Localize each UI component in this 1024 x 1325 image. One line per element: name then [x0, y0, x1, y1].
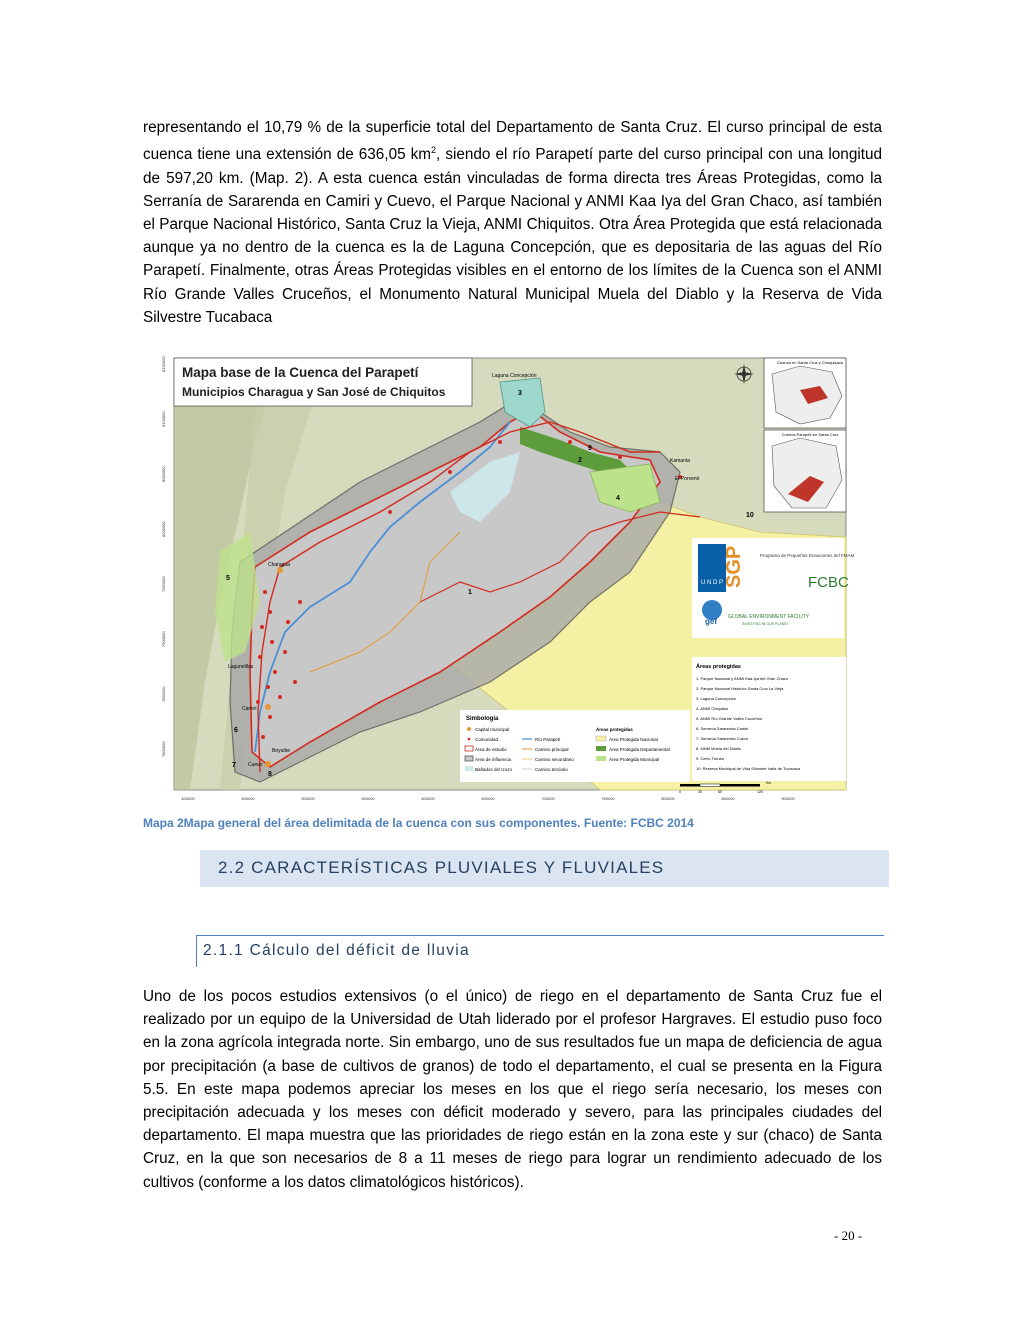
x-tick: 450000	[241, 796, 255, 801]
x-tick: 550000	[361, 796, 375, 801]
place-label: Kamanta	[670, 458, 691, 464]
legend-col3-title: Áreas protegidas	[596, 727, 633, 732]
protected-area-item: 2. Parque Nacional Histórico Santa Cruz La Vieja	[696, 686, 784, 691]
figure-caption: Mapa 2Mapa general del área delimitada de la cuenca con sus componentes. Fuente: FCBC 2014	[143, 816, 694, 830]
legend-item: Camino secundario	[535, 757, 574, 762]
protected-area-item: 6. Serranía Sararenda Camiri	[696, 726, 749, 731]
inset-bottom-label: Cuenca Parapetí en Santa Cruz	[781, 432, 839, 437]
y-tick: 7850000	[161, 686, 166, 702]
gef-title: GLOBAL ENVIRONMENT FACILITY	[728, 614, 810, 620]
legend-item: Área Protegida Municipal	[609, 757, 660, 762]
gef-subtitle: INVESTING IN OUR PLANET	[742, 622, 789, 626]
legend-item: Área de estudio	[475, 747, 507, 752]
legend-item: Área de influencia	[475, 757, 512, 762]
legend-item: Área Protegida Nacional	[609, 737, 658, 742]
body-paragraph: Uno de los pocos estudios extensivos (o el único) de riego en el departamento de Santa Cruz fue el realizado por un equipo de la Universidad de Utah liderado por el profesor Hargraves. El estudio puso foco en la zona agrícola integrada norte. Sin embargo, uno de sus resultados fue un mapa de deficiencia de agua por precipitación (a base de cultivos de granos) de todo el departamento, el cual se presenta en la Figura 5.5. En este mapa podemos apreciar los meses en los que el riego sería necesario, los meses con precipitación adecuada y los meses con déficit moderado y severo, para las principales ciudades del departamento. El mapa muestra que las prioridades de riego están en la zona este y sur (chaco) de Santa Cruz, en la que son necesarios de 8 a 11 meses de riego para lograr un rendimiento adecuado de los cultivos (conforme a los datos climatológicos históricos).	[143, 988, 882, 1191]
subsection-rule	[196, 935, 884, 936]
subsection-heading: 2.1.1 Cálculo del déficit de lluvia	[203, 942, 470, 959]
area-number: 1	[468, 589, 472, 596]
y-tick: 8050000	[161, 466, 166, 482]
protected-area-item: 4. ANMI Chiquitos	[696, 706, 729, 711]
protected-area-item: 3. Laguna Concepción	[696, 696, 737, 701]
legend-item: Camino terciario	[535, 767, 568, 772]
x-tick: 400000	[181, 796, 195, 801]
legend-item: Área Protegida Departamental	[609, 747, 670, 752]
scale-label: 30	[698, 790, 702, 794]
x-tick: 750000	[601, 796, 615, 801]
area-number: 9	[588, 445, 592, 452]
area-number: 8	[268, 771, 272, 778]
x-tick: 600000	[421, 796, 435, 801]
protected-area-item: 7. Serranía Sararenda Cuevo	[696, 736, 749, 741]
x-tick: 900000	[781, 796, 795, 801]
scale-unit: Km	[766, 781, 772, 785]
legend-title: Simbología	[466, 716, 499, 722]
protected-area-item: 1. Parque Nacional y ANMI Kaa-Iya del Gran Chaco	[696, 676, 789, 681]
sgp-logo: SGP	[723, 545, 745, 588]
protected-area-item: 10. Reserva Municipal de Vida Silvestre Valle de Tucavaca	[696, 766, 801, 771]
protected-area-item: 8. MNM Muela del Diablo	[696, 746, 741, 751]
scale-label: 60	[718, 790, 722, 794]
paragraph-text-part1: representando el 10,79 % de la superficie total del Departamento de Santa Cruz. El curso principal de esta cuenca tiene una extensión de 636,05 km	[143, 119, 882, 164]
paragraph-text-part2: , siendo el río Parapetí parte del curso principal con una longitud de 597,20 km. (Map. 2). A esta cuenca están vinculadas de forma directa tres Áreas Protegidas, como la Serranía de Sararenda en Camiri y Cuevo, el Parque Nacional y ANMI Kaa Iya del Gran Chaco, así también el Parque Nacional Histórico, Santa Cruz la Vieja, ANMI Chiquitos. Otra Área Protegida que está relacionada aunque ya no dentro de la cuenca es la de Laguna Concepción, que es depositaria de las aguas del Río Parapetí. Finalmente, otras Áreas Protegidas visibles en el entorno de los límites de la Cuenca son el ANMI Río Grande Valles Cruceños, el Monumento Natural Municipal Muela del Diablo y la Reserva de Vida Silvestre Tucabaca	[143, 146, 882, 326]
x-tick: 700000	[541, 796, 555, 801]
legend-item: Río Parapetí	[535, 737, 561, 742]
map-title-line2: Municipios Charagua y San José de Chiquitos	[182, 385, 446, 399]
page-number: - 20 -	[834, 1228, 863, 1243]
scale-label: 0	[679, 790, 681, 794]
undp-logo-text: U N D P	[700, 580, 724, 586]
legend-item: Comunidad	[475, 737, 499, 742]
y-tick: 7800000	[161, 741, 166, 757]
place-label: Charagua	[268, 562, 290, 568]
x-tick: 650000	[481, 796, 495, 801]
place-label: El Porvenir	[675, 476, 700, 482]
area-number: 5	[226, 575, 230, 582]
x-tick: 850000	[721, 796, 735, 801]
section-heading-band	[200, 850, 889, 887]
area-number: 7	[232, 762, 236, 769]
protected-area-item: 9. Cerro Turubó	[696, 756, 725, 761]
gef-logo: gef	[705, 617, 717, 626]
inset-top-label: Cuenca en Santa Cruz y Chuquisaca	[777, 360, 843, 365]
map-title-line1: Mapa base de la Cuenca del Parapetí	[182, 365, 419, 380]
area-number: 6	[234, 727, 238, 734]
subsection-bar	[196, 935, 197, 967]
y-tick: 7900000	[161, 631, 166, 647]
superscript: 2	[431, 145, 437, 156]
place-label: Laguneillas	[228, 664, 254, 670]
legend-item: Capital municipal	[475, 727, 510, 732]
y-tick: 7950000	[161, 576, 166, 592]
basin-map-figure	[160, 352, 854, 804]
place-label: Boyuibe	[272, 748, 291, 754]
protected-areas-title: Áreas protegidas	[696, 664, 741, 670]
protected-area-item: 5. ANMI Río Grande Valles Cruceños	[696, 716, 762, 721]
fcbc-logo: FCBC	[808, 574, 849, 591]
place-label: Laguna Concepción	[492, 373, 537, 379]
area-number: 4	[616, 495, 620, 502]
place-label: Camiri	[242, 706, 257, 712]
scale-label: 120	[757, 790, 763, 794]
y-tick: 8000000	[161, 521, 166, 537]
legend-item: Camino principal	[535, 747, 569, 752]
intro-paragraph	[143, 116, 882, 329]
area-number: 10	[746, 512, 754, 519]
section-heading: 2.2 CARACTERÍSTICAS PLUVIALES Y FLUVIALES	[218, 858, 665, 877]
legend-item: Bañados del Izozo	[475, 767, 513, 772]
y-tick: 8100000	[161, 411, 166, 427]
area-number: 3	[518, 390, 522, 397]
x-tick: 500000	[301, 796, 315, 801]
sgp-logo-text: Programa de Pequeñas Donaciones del FMAM	[760, 553, 854, 558]
area-number: 2	[578, 457, 582, 464]
place-label: Cuevo	[248, 762, 263, 768]
y-tick: 8150000	[161, 356, 166, 372]
x-tick: 800000	[661, 796, 675, 801]
